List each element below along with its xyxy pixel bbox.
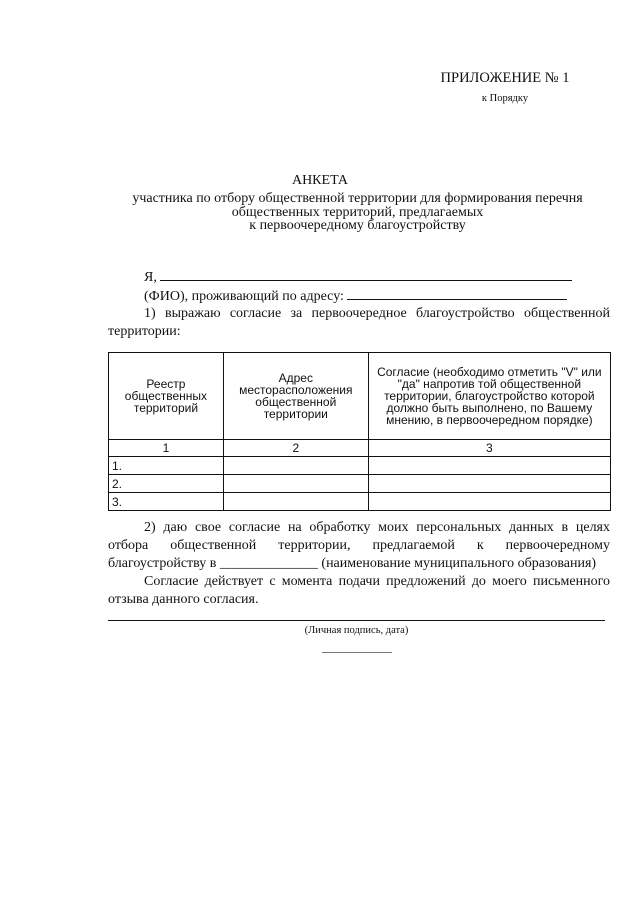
table-header-row — [109, 353, 611, 440]
name-field-row — [144, 268, 572, 286]
table-row — [109, 457, 611, 475]
address-cell[interactable] — [223, 475, 368, 493]
row-number: 3. — [109, 493, 224, 511]
consent-cell[interactable] — [368, 457, 610, 475]
territory-table — [108, 352, 611, 511]
divider — [322, 652, 392, 653]
fio-input[interactable] — [160, 268, 572, 281]
validity-text: Согласие действует с момента подачи предложений до моего письменного отзыва данного согласия. — [108, 574, 610, 607]
consent-paragraph-2 — [108, 519, 610, 573]
header-consent: Согласие (необходимо отметить "V" или "да" напротив той общественной территории, благоустройство которой должно быть выполнено, по Вашему мнению, в первоочередном порядке) — [368, 353, 610, 440]
signature-caption: (Личная подпись, дата) — [304, 625, 409, 636]
header-registry: Реестр общественных территорий — [109, 353, 224, 440]
table-row — [109, 493, 611, 511]
form-title: АНКЕТА — [291, 173, 349, 188]
validity-paragraph — [108, 573, 610, 609]
consent-cell[interactable] — [368, 493, 610, 511]
address-cell[interactable] — [223, 457, 368, 475]
form-subtitle — [100, 192, 615, 233]
signature-line[interactable] — [108, 620, 605, 621]
column-number: 3 — [368, 440, 610, 457]
address-input[interactable] — [347, 287, 567, 300]
consent-cell[interactable] — [368, 475, 610, 493]
i-label: Я, — [144, 270, 157, 285]
address-field-row — [144, 287, 567, 305]
subtitle-line: к первоочередному благоустройству — [249, 218, 466, 233]
column-number: 1 — [109, 440, 224, 457]
table-row — [109, 475, 611, 493]
column-number-row — [109, 440, 611, 457]
municipality-blank[interactable]: ______________ — [219, 556, 318, 571]
municipality-hint: (наименование муниципального образования) — [321, 556, 597, 571]
row-number: 1. — [109, 457, 224, 475]
consent-2-text: 2) даю свое согласие на обработку моих персональных данных в целях отбора общественной территории, предлагаемой к первоочередному благоустройству в — [108, 520, 610, 571]
row-number: 2. — [109, 475, 224, 493]
consent-paragraph-1 — [108, 305, 610, 341]
header-address: Адрес месторасположения общественной территории — [223, 353, 368, 440]
subtitle-line: общественных территорий, предлагаемых — [231, 204, 484, 220]
appendix-title: ПРИЛОЖЕНИЕ № 1 — [440, 70, 570, 86]
subtitle-line: участника по отбору общественной территории для формирования перечня — [132, 191, 583, 206]
address-cell[interactable] — [223, 493, 368, 511]
fio-label: (ФИО), проживающий по адресу: — [144, 289, 344, 304]
consent-1-text: 1) выражаю согласие за первоочередное благоустройство общественной территории: — [108, 306, 610, 339]
column-number: 2 — [223, 440, 368, 457]
appendix-subtitle: к Порядку — [481, 93, 529, 104]
